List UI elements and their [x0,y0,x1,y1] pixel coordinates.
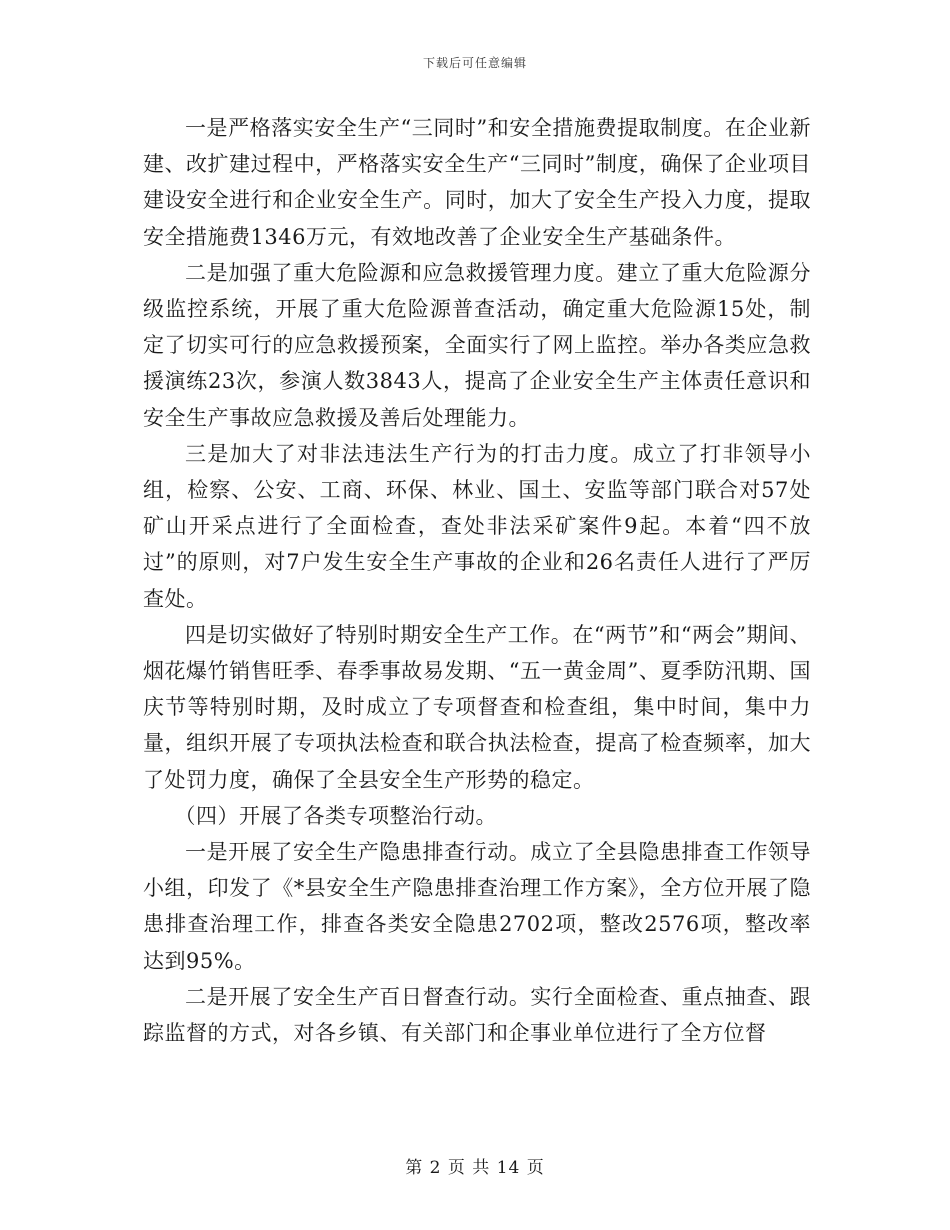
section-heading-special-rectification: （四）开展了各类专项整治行动。 [174,803,497,828]
page-number-footer: 第 2 页 共 14 页 [405,1158,545,1178]
paragraph-hazard-emergency: 二是加强了重大危险源和应急救援管理力度。建立了重大危险源分级监控系统，开展了重大危险源普查活动，确定重大危险源15处，制定了切实可行的应急救援预案，全面实行了网上监控。举办各类应急救援演练23次，参演人数3843人，提高了企业安全生产主体责任意识和安全生产事故应急救援及善后处理能力。 [143,260,811,430]
paragraph-hazard-investigation: 一是开展了安全生产隐患排查行动。成立了全县隐患排查工作领导小组，印发了《*县安全生产隐患排查治理工作方案》，全方位开展了隐患排查治理工作，排查各类安全隐患2702项，整改2576项，整改率达到95%。 [143,840,811,973]
paragraph-illegal-production: 三是加大了对非法违法生产行为的打击力度。成立了打非领导小组，检察、公安、工商、环保、林业、国土、安监等部门联合对57处矿山开采点进行了全面检查，查处非法采矿案件9起。本着“四不放过”的原则，对7户发生安全生产事故的企业和26名责任人进行了严厉查处。 [143,441,811,611]
paragraph-hundred-day-inspection: 二是开展了安全生产百日督查行动。实行全面检查、重点抽查、跟踪监督的方式，对各乡镇、有关部门和企事业单位进行了全方位督 [143,984,811,1046]
page-header: 下载后可任意编辑 [422,56,527,70]
paragraph-special-periods: 四是切实做好了特别时期安全生产工作。在“两节”和“两会”期间、烟花爆竹销售旺季、春季事故易发期、“五一黄金周”、夏季防汛期、国庆节等特别时期，及时成立了专项督查和检查组，集中时间，集中力量，组织开展了专项执法检查和联合执法检查，提高了检查频率，加大了处罚力度，确保了全县安全生产形势的稳定。 [143,622,811,792]
paragraph-safety-three-simultaneous: 一是严格落实安全生产“三同时”和安全措施费提取制度。在企业新建、改扩建过程中，严格落实安全生产“三同时”制度，确保了企业项目建设安全进行和企业安全生产。同时，加大了安全生产投入力度，提取安全措施费1346万元，有效地改善了企业安全生产基础条件。 [143,116,811,249]
document-body [143,110,811,1051]
